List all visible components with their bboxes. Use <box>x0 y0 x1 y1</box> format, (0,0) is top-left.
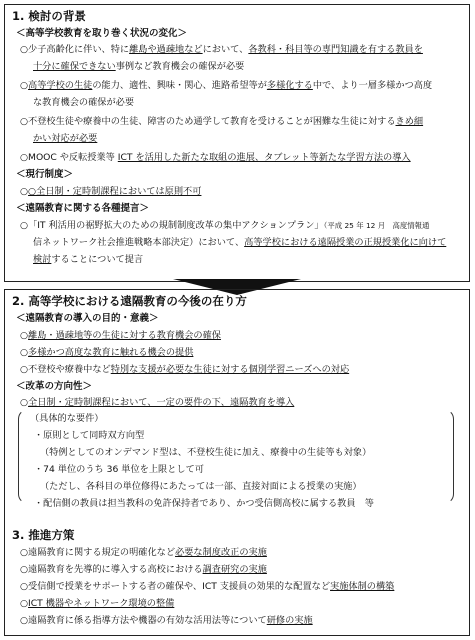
bullet-action-plan-cont: 信ネットワーク社会推進戦略本部決定）において、高等学校における遠隔授業の正規授業化に向けて <box>33 237 447 248</box>
requirement-credit-limit: ・74 単位のうち 36 単位を上限として可 <box>34 464 204 475</box>
measure-training: ○遠隔教育に係る指導方法や機器の有効な活用法等について研修の実施 <box>20 615 313 626</box>
bullet-current-system: ○○全日制・定時制課程においては原則不可 <box>20 186 202 197</box>
bullet-mooc: ○MOOC や反転授業等 ICT を活用した新たな取組の進展、タブレット等新たな学習方法の導入 <box>20 152 411 163</box>
bullet-nonattendance: ○不登校生徒や療養中の生徒、障害のため通学して教育を受けることが困難な生徒に対するきめ細 <box>20 116 424 127</box>
measure-regulation: ○遠隔教育に関する規定の明確化など必要な制度改正の実施 <box>20 547 267 558</box>
bullet-introduce-remote: ○全日制・定時制課程において、一定の要件の下、遠隔教育を導入 <box>20 397 295 408</box>
subheading-current-system: ＜現行制度＞ <box>16 169 74 180</box>
requirement-teacher: ・配信側の教員は担当教科の免許保持者であり、かつ受信側高校に属する教員 等 <box>34 498 374 509</box>
section-title-promotion: 3. 推進方策 <box>12 528 75 542</box>
bullet-remote-islands: ○離島・過疎地等の生徒に対する教育機会の確保 <box>20 330 221 341</box>
bullet-advanced-education: ○多様かつ高度な教育に触れる機会の提供 <box>20 347 194 358</box>
subheading-proposals: ＜遠隔教育に関する各種提言＞ <box>16 203 150 214</box>
bullet-special-support: ○不登校や療養中など特別な支援が必要な生徒に対する個別学習ニーズへの対応 <box>20 364 350 375</box>
measure-research: ○遠隔教育を先導的に導入する高校における調査研究の実施 <box>20 564 267 575</box>
requirement-credit-note: （ただし、各科目の単位修得にあたっては一部、直接対面による授業の実施） <box>40 481 362 492</box>
bullet-action-plan: ○「IT 利活用の裾野拡大のための規制制度改革の集中アクションプラン」（平成 25 年 12 月 高度情報通 <box>20 220 430 231</box>
requirements-title: （具体的な要件） <box>30 413 104 424</box>
bullet-declining-birthrate: ○少子高齢化に伴い、特に離島や過疎地などにおいて、各教科・科目等の専門知識を有する教員を <box>20 44 423 55</box>
measure-support-system: ○受信側で授業をサポートする者の確保や、ICT 支援員の効果的な配置など実施体制の構築 <box>20 581 395 592</box>
requirement-synchronous-note: （特例としてのオンデマンド型は、不登校生徒に加え、療養中の生徒等も対象） <box>40 447 372 458</box>
subheading-changes: ＜高等学校教育を取り巻く状況の変化＞ <box>16 28 188 39</box>
subheading-direction: ＜改革の方向性＞ <box>16 381 93 392</box>
bullet-declining-birthrate-cont: 十分に確保できない事例など教育機会の確保が必要 <box>33 61 245 72</box>
measure-ict-equipment: ○ICT 機器やネットワーク環境の整備 <box>20 598 175 609</box>
bullet-diversification: ○高等学校の生徒の能力、適性、興味・関心、進路希望等が多様化する中で、より一層多様かつ高度 <box>20 80 433 91</box>
section-title-future: 2. 高等学校における遠隔教育の今後の在り方 <box>12 294 247 308</box>
subheading-purpose: ＜遠隔教育の導入の目的・意義＞ <box>16 313 159 324</box>
section-title-background: 1. 検討の背景 <box>12 9 86 23</box>
requirement-synchronous: ・原則として同時双方向型 <box>34 430 145 441</box>
bullet-diversification-cont: な教育機会の確保が必要 <box>33 97 135 108</box>
bullet-nonattendance-cont: かい対応が必要 <box>33 133 98 144</box>
bullet-action-plan-cont2: 検討することについて提言 <box>33 254 144 265</box>
